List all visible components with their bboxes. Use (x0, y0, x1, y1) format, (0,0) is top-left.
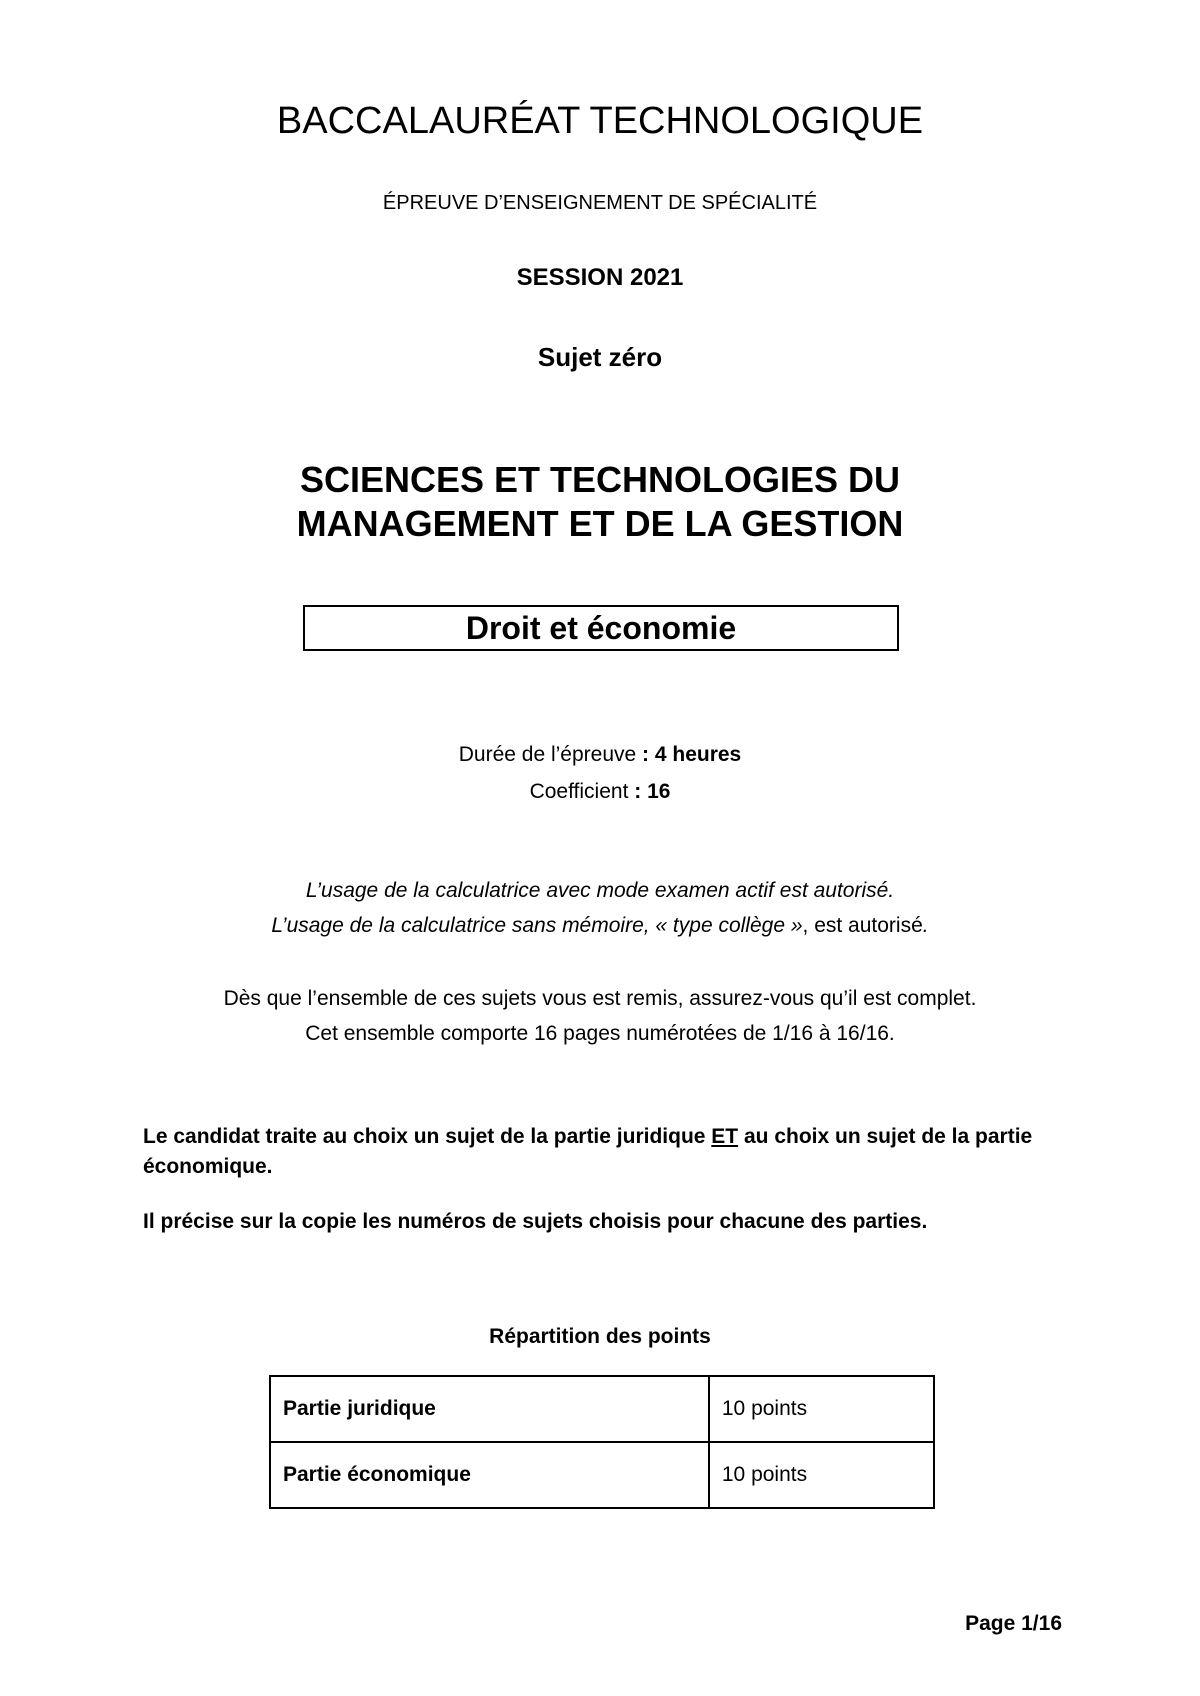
table-cell-value: 10 points (709, 1376, 934, 1442)
exam-coefficient (0, 780, 1200, 804)
subject-box: Droit et économie (303, 605, 899, 651)
points-distribution-title: Répartition des points (489, 1325, 711, 1348)
calculator-rule-2 (0, 914, 1200, 938)
candidate-instructions (143, 1122, 1073, 1237)
coefficient-label: Coefficient (529, 780, 629, 803)
points-table (269, 1375, 935, 1509)
instruction-choice-emphasis: ET (711, 1125, 739, 1148)
session-year: SESSION 2021 (516, 264, 684, 291)
duration-label: Durée de l’épreuve (458, 743, 637, 766)
duration-value: : 4 heures (642, 743, 742, 766)
page-count-notice: Cet ensemble comporte 16 pages numérotées de 1/16 à 16/16. (305, 1022, 895, 1045)
table-cell-label: Partie juridique (270, 1376, 709, 1442)
specialty-heading-line-2: MANAGEMENT ET DE LA GESTION (296, 503, 904, 544)
coefficient-value: : 16 (634, 780, 671, 803)
calculator-rule-1: L’usage de la calculatrice avec mode examen actif est autorisé. (305, 879, 895, 902)
instruction-choice (143, 1122, 1073, 1182)
page-number: Page 1/16 (965, 1612, 1062, 1635)
specialty-heading (0, 458, 1200, 546)
instruction-choice-text-2: au choix un sujet de la partie économique. (143, 1125, 1033, 1178)
table-cell-value: 10 points (709, 1442, 934, 1508)
instruction-copy: Il précise sur la copie les numéros de sujets choisis pour chacune des parties. (143, 1210, 928, 1233)
table-cell-label: Partie économique (270, 1442, 709, 1508)
exam-title: BACCALAURÉAT TECHNOLOGIQUE (276, 100, 924, 142)
table-row (270, 1442, 934, 1508)
completeness-notice: Dès que l’ensemble de ces sujets vous est remis, assurez-vous qu’il est complet. (223, 987, 977, 1010)
instruction-choice-text-1: Le candidat traite au choix un sujet de la partie juridique (143, 1125, 712, 1148)
calculator-rule-2-authorized: , est autorisé (802, 914, 923, 937)
table-row (270, 1376, 934, 1442)
subject-label: Sujet zéro (537, 342, 663, 372)
exam-type: ÉPREUVE D’ENSEIGNEMENT DE SPÉCIALITÉ (382, 192, 818, 214)
calculator-rule-2-text: L’usage de la calculatrice sans mémoire, « type collège » (271, 914, 803, 937)
exam-duration (0, 743, 1200, 767)
specialty-heading-line-1: SCIENCES ET TECHNOLOGIES DU (299, 459, 901, 500)
calculator-rule-2-period: . (922, 914, 929, 937)
